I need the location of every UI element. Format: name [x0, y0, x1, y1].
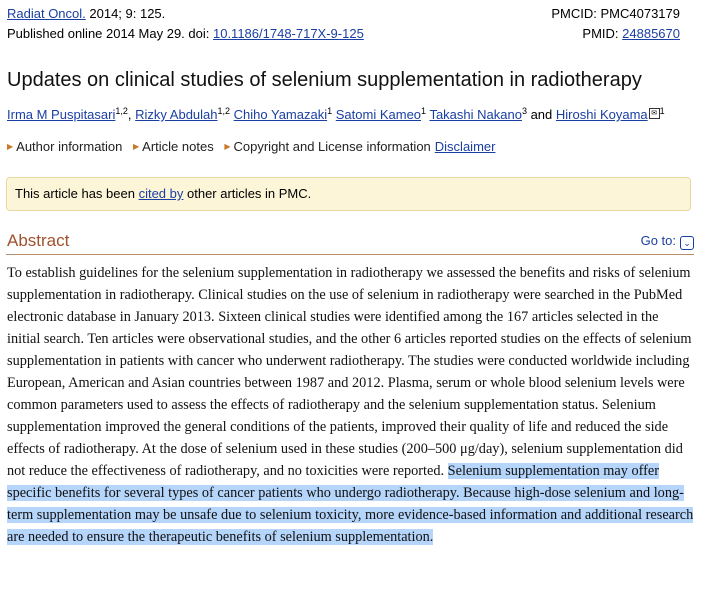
author-affiliation: 1 — [659, 106, 665, 116]
author-affiliation: 3 — [521, 106, 527, 116]
author-list: Irma M Puspitasari$^{1,2}$, Rizky Abdulah$^{1,2}$ Chiho Yamazaki$^1$ Satomi Kameo$^1$ Takashi Nakano$^3$ and Hiroshi Koyama ✉ $^1$ — [7, 106, 665, 122]
published-row — [7, 26, 680, 42]
article-notes-toggle[interactable]: Article notes — [142, 139, 214, 154]
author-affiliation: 1 — [421, 106, 427, 116]
abstract-text — [7, 262, 695, 548]
pmid-label: PMID: — [582, 26, 623, 41]
disclaimer-link[interactable]: Disclaimer — [434, 139, 496, 154]
authors-and: and — [530, 107, 553, 122]
author-link[interactable]: Chiho Yamazaki — [233, 107, 328, 122]
published-text: Published online 2014 May 29. doi: — [7, 26, 213, 41]
author-link[interactable]: Satomi Kameo — [335, 107, 422, 122]
triangle-right-icon: ▶ — [133, 142, 140, 151]
author-link[interactable]: Irma M Puspitasari — [7, 107, 116, 122]
goto-menu[interactable] — [641, 233, 694, 250]
journal-year-volume: 2014; 9: 125. — [85, 6, 166, 21]
chevron-down-icon[interactable]: ⌄ — [680, 236, 694, 250]
email-icon[interactable]: ✉ — [649, 108, 660, 119]
pmid-block — [582, 26, 680, 42]
author-link[interactable]: Takashi Nakano — [429, 107, 522, 122]
triangle-right-icon: ▶ — [224, 142, 231, 151]
cited-by-link[interactable]: cited by — [138, 186, 184, 201]
journal-link[interactable]: Radiat Oncol. — [7, 6, 86, 21]
section-divider — [6, 254, 694, 255]
goto-label[interactable]: Go to: — [640, 233, 676, 248]
pmid-link[interactable]: 24885670 — [622, 26, 680, 41]
author-link[interactable]: Rizky Abdulah — [135, 107, 218, 122]
article-title: Updates on clinical studies of selenium supplementation in radiotherapy — [7, 69, 642, 91]
author-affiliation: 1,2 — [115, 106, 128, 116]
doi-link[interactable]: 10.1186/1748-717X-9-125 — [212, 26, 364, 41]
author-affiliation: 1 — [327, 106, 333, 116]
author-information-toggle[interactable]: Author information — [16, 139, 123, 154]
citation-row — [7, 6, 680, 22]
author-affiliation: 1,2 — [217, 106, 231, 116]
selected-text: Selenium supplementation may offer specific benefits for several types of cancer patients who undergo radiotherapy. Because high-dose selenium and long-term supplementation may be unsafe due to selenium toxicity, more evidence-based information and additional research are needed to ensure the therapeutic benefits of selenium supplementation. — [7, 463, 694, 545]
triangle-right-icon: ▶ — [7, 142, 14, 151]
pmcid-label: PMCID: PMC4073179 — [551, 6, 680, 21]
article-info-bar — [7, 139, 495, 155]
cited-by-notice: This article has been cited by other articles in PMC. — [6, 177, 691, 211]
author-link[interactable]: Hiroshi Koyama — [555, 107, 648, 122]
abstract-body: To establish guidelines for the selenium supplementation in radiotherapy we assessed the benefits and risks of selenium supplementation in radiotherapy. Clinical studies on the use of selenium in radiotherapy were searched in the PubMed electronic database in January 2013. Sixteen clinical studies were identified among the 167 articles selected in the initial search. Ten articles were observational studies, and the other 6 articles reported studies on the effects of selenium supplementation in patients with cancer who underwent radiotherapy. The studies were conducted worldwide including European, American and Asian countries between 1987 and 2012. Plasma, serum or whole blood selenium levels were common parameters used to assess the effects of radiotherapy and the selenium supplementation status. Selenium supplementation improved the general conditions of the patients, improved their quality of life and reduced the side effects of radiotherapy. At the dose of selenium used in these studies (200–500 μg/day), selenium supplementation did not reduce the effectiveness of radiotherapy, and no toxicities were reported. — [7, 265, 692, 479]
copyright-toggle[interactable]: Copyright and License information — [233, 139, 431, 154]
abstract-heading: Abstract — [7, 231, 70, 250]
